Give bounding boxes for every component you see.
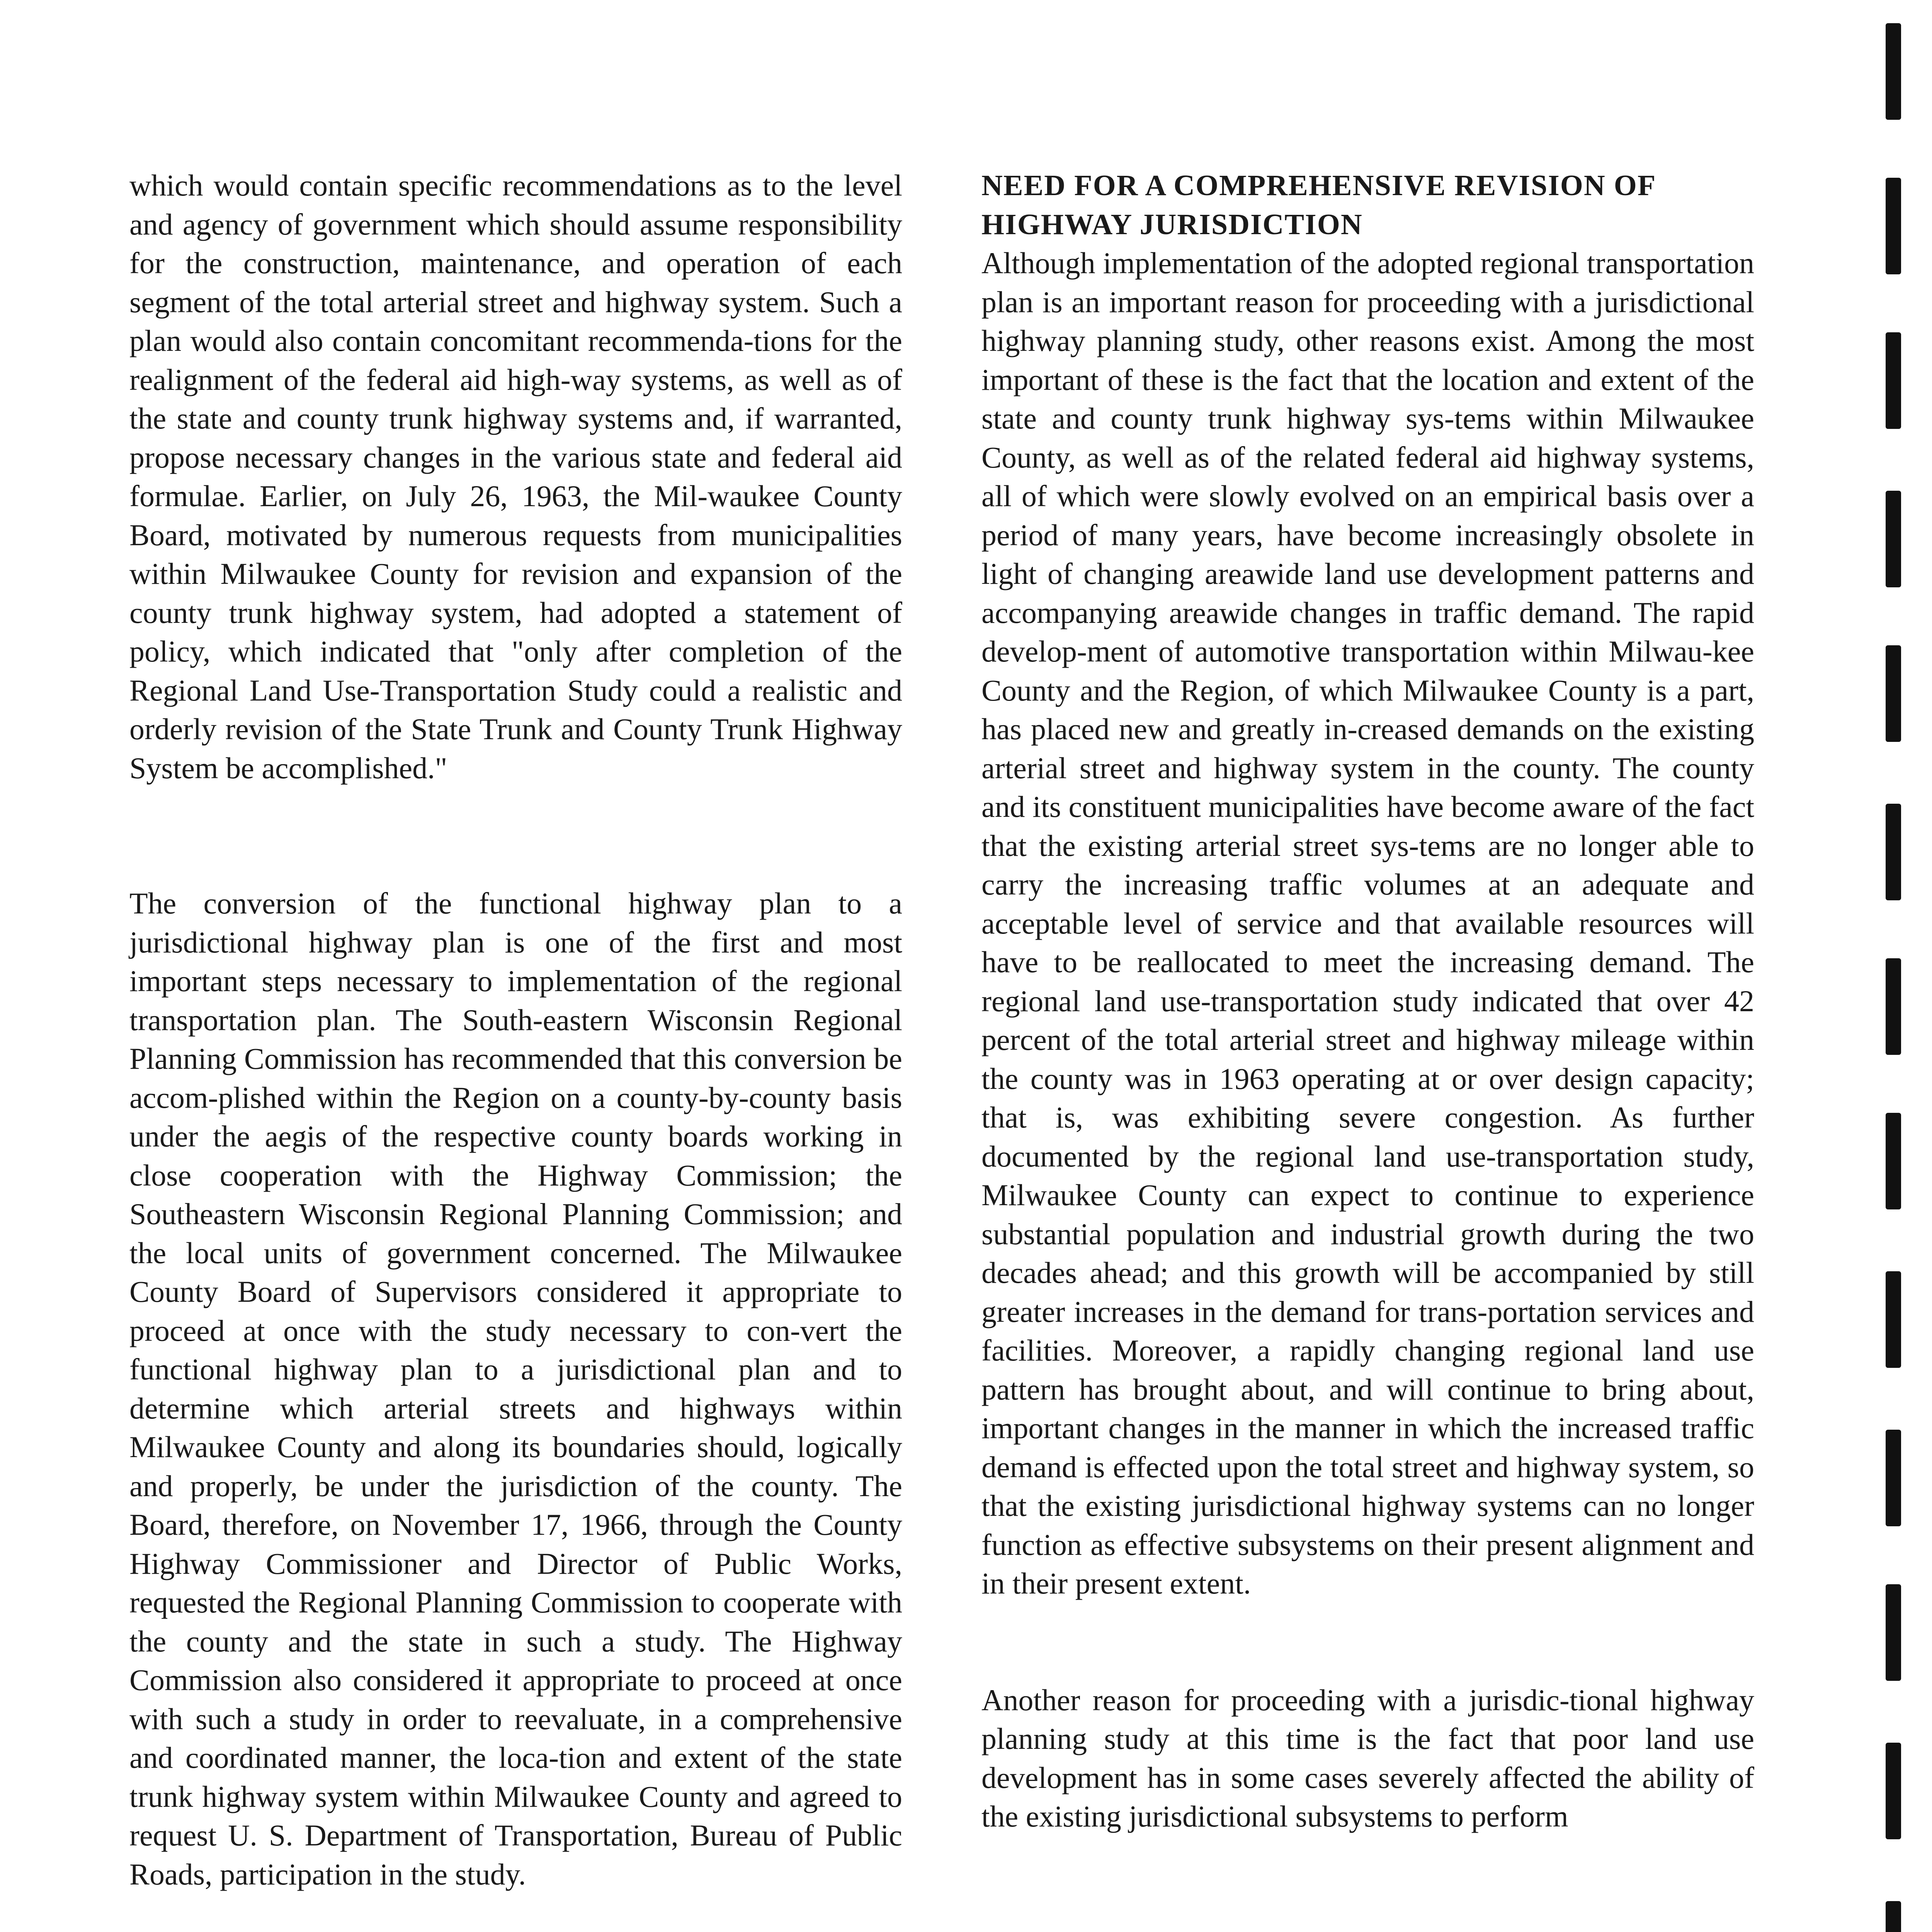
binding-hole-mark [1886,178,1901,274]
binding-hole-mark [1886,491,1901,587]
binding-hole-mark [1886,1901,1901,1932]
binding-hole-mark [1886,1113,1901,1209]
binding-hole-mark [1886,1430,1901,1526]
binding-hole-mark [1886,1584,1901,1681]
binding-hole-mark [1886,645,1901,742]
binding-hole-mark [1886,332,1901,429]
body-paragraph: which would contain specific recommendations as to the level and agency of government which should assume responsibility for the construction, maintenance, and operation of each segment of the total arterial street and highway system. Such a plan would also contain concomitant recommenda-tions for the realignment of the federal aid high-way systems, as well as of the state and county trunk highway systems and, if warranted, propose necessary changes in the various state and federal aid formulae. Earlier, on July 26, 1963, the Mil-waukee County Board, motivated by numerous requests from municipalities within Milwaukee County for revision and expansion of the county trunk highway system, had adopted a statement of policy, which indicated that "only after completion of the Regional Land Use-Transportation Study could a realistic and orderly revision of the State Trunk and County Trunk Highway System be accomplished." [129,168,902,785]
body-paragraph: The conversion of the functional highway plan to a jurisdictional highway plan is one of the first and most important steps necessary to implementation of the regional transportation plan. The South-eastern Wisconsin Regional Planning Commission has recommended that this conversion be accom-plished within the Region on a county-by-county basis under the aegis of the respective county boards working in close cooperation with the Highway Commission; the Southeastern Wisconsin Regional Planning Commission; and the local units of government concerned. The Milwaukee County Board of Supervisors considered it appropriate to proceed at once with the study necessary to con-vert the functional highway plan to a jurisdictional plan and to determine which arterial streets and highways within Milwaukee County and along its boundaries should, logically and properly, be under the jurisdiction of the county. The Board, therefore, on November 17, 1966, through the County Highway Commissioner and Director of Public Works, requested the Regional Planning Commission to cooperate with the county and the state in such a study. The Highway Commission also considered it appropriate to proceed at once with such a study in order to reevaluate, in a comprehensive and coordinated manner, the loca-tion and extent of the state trunk highway system within Milwaukee County and agreed to request U. S. Department of Transportation, Bureau of Public Roads, participation in the study. [129,886,902,1891]
binding-hole-mark [1886,804,1901,900]
spiral-binding [1878,0,1924,1932]
binding-hole-mark [1886,958,1901,1055]
left-column [129,166,902,1894]
binding-hole-mark [1886,1271,1901,1368]
body-paragraph: Another reason for proceeding with a jurisdic-tional highway planning study at this time is the fact that poor land use development has in some cases severely affected the ability of the existing jurisdictional subsystems to perform [981,1683,1754,1833]
body-paragraph: Although implementation of the adopted regional transportation plan is an important reason for proceeding with a jurisdictional highway planning study, other reasons exist. Among the most important of these is the fact that the location and extent of the state and county trunk highway sys-tems within Milwaukee County, as well as of the related federal aid highway systems, all of which were slowly evolved on an empirical basis over a period of many years, have become increasingly obsolete in light of changing areawide land use development patterns and accompanying areawide changes in traffic demand. The rapid develop-ment of automotive transportation within Milwau-kee County and the Region, of which Milwaukee County is a part, has placed new and greatly in-creased demands on the existing arterial street and highway system in the county. The county and its constituent municipalities have become aware of the fact that the existing arterial street sys-tems are no longer able to carry the increasing traffic volumes at an adequate and acceptable level of service and that available resources will have to be reallocated to meet the increasing demand. The regional land use-transportation study indicated that over 42 percent of the total arterial street and highway mileage within the county was in 1963 operating at or over design capacity; that is, was exhibiting severe congestion. As further documented by the regional land use-transportation study, Milwaukee County can expect to continue to experience substantial population and industrial growth during the two decades ahead; and this growth will be accompanied by still greater increases in the demand for trans-portation services and facilities. Moreover, a rapidly changing regional land use pattern has brought about, and will continue to bring about, important changes in the manner in which the increased traffic demand is effected upon the total street and highway system, so that the existing jurisdictional highway systems can no longer function as effective subsystems on their present alignment and in their present extent. [981,246,1754,1600]
right-column [981,166,1754,1836]
binding-hole-mark [1886,1743,1901,1839]
binding-hole-mark [1886,23,1901,120]
section-heading: NEED FOR A COMPREHENSIVE REVISION OF HIGHWAY JURISDICTION [981,169,1655,241]
